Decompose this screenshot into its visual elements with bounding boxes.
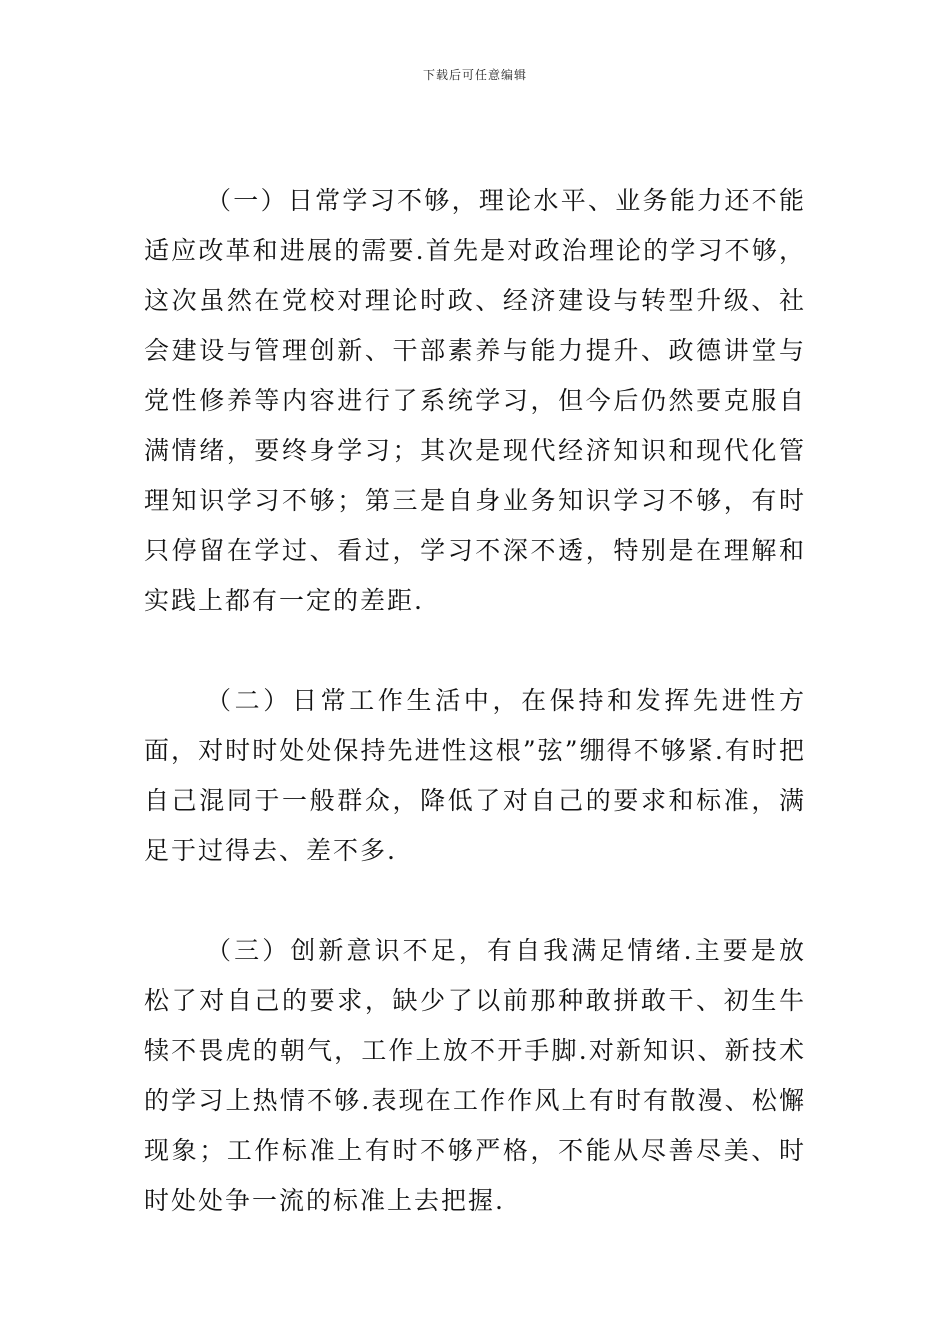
document-body (144, 176, 806, 1226)
paragraph-3: （三）创新意识不足，有自我满足情绪.主要是放松了对自己的要求，缺少了以前那种敢拼敢干、初生牛犊不畏虎的朝气，工作上放不开手脚.对新知识、新技术的学习上热情不够.表现在工作作风上有时有散漫、松懈现象；工作标准上有时不够严格，不能从尽善尽美、时时处处争一流的标准上去把握. (144, 936, 806, 1215)
header-note: 下载后可任意编辑 (422, 68, 527, 82)
paragraph-2: （二）日常工作生活中，在保持和发挥先进性方面，对时时处处保持先进性这根”弦”绷得不够紧.有时把自己混同于一般群众，降低了对自己的要求和标准，满足于过得去、差不多. (144, 686, 806, 865)
paragraph-1: （一）日常学习不够，理论水平、业务能力还不能适应改革和进展的需要.首先是对政治理论的学习不够，这次虽然在党校对理论时政、经济建设与转型升级、社会建设与管理创新、干部素养与能力提升、政德讲堂与党性修养等内容进行了系统学习，但今后仍然要克服自满情绪，要终身学习；其次是现代经济知识和现代化管理知识学习不够；第三是自身业务知识学习不够，有时只停留在学过、看过，学习不深不透，特别是在理解和实践上都有一定的差距. (144, 186, 806, 615)
